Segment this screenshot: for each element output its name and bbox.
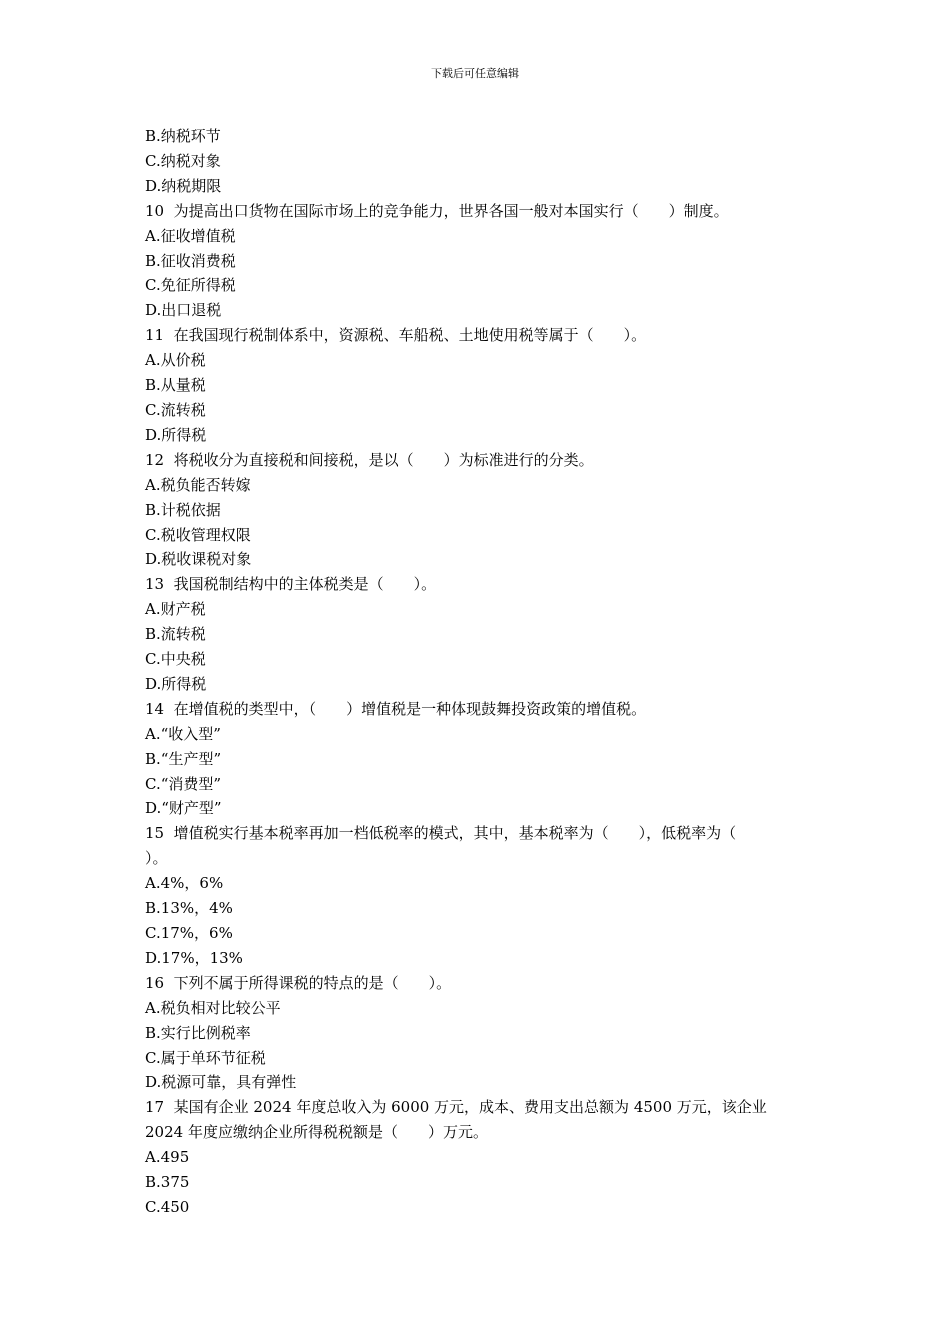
- option-line: C.属于单环节征税: [145, 1048, 266, 1067]
- option-line: B.纳税环节: [145, 127, 221, 145]
- option-line: D.所得税: [145, 674, 207, 693]
- question-17-continued: 2024 年度应缴纳企业所得税税额是（ ）万元。: [145, 1123, 488, 1142]
- option-line: B.从量税: [145, 376, 206, 395]
- option-line: A.“收入型”: [145, 724, 221, 743]
- option-line: C.450: [145, 1197, 190, 1216]
- option-line: D.税源可靠，具有弹性: [145, 1073, 297, 1092]
- option-line: B.实行比例税率: [145, 1023, 251, 1042]
- option-line: D.17%，13%: [145, 948, 243, 967]
- option-line: D.出口退税: [145, 301, 222, 320]
- option-line: D.所得税: [145, 425, 207, 444]
- option-line: C.免征所得税: [145, 276, 236, 295]
- page-header: 下载后可任意编辑: [431, 67, 519, 80]
- option-line: A.从价税: [145, 351, 206, 370]
- option-line: A.财产税: [145, 600, 206, 619]
- option-line: C.17%，6%: [145, 924, 233, 942]
- option-line: D.“财产型”: [145, 799, 222, 818]
- option-line: A.征收增值税: [145, 226, 236, 245]
- option-line: D.纳税期限: [145, 176, 222, 195]
- question-16: 16 下列不属于所得课税的特点的是（ ）。: [145, 973, 452, 992]
- option-line: A.4%，6%: [145, 874, 224, 893]
- question-11: 11 在我国现行税制体系中，资源税、车船税、土地使用税等属于（ ）。: [145, 326, 647, 345]
- option-line: D.税收课税对象: [145, 550, 252, 569]
- option-line: C.中央税: [145, 650, 206, 669]
- option-line: B.“生产型”: [145, 749, 222, 768]
- question-12: 12 将税收分为直接税和间接税，是以（ ）为标准进行的分类。: [145, 450, 594, 469]
- option-line: A.495: [145, 1148, 190, 1167]
- option-line: A.税负相对比较公平: [145, 998, 281, 1017]
- question-17: 17 某国有企业 2024 年度总收入为 6000 万元，成本、费用支出总额为 4500 万元，该企业: [145, 1098, 767, 1117]
- question-13: 13 我国税制结构中的主体税类是（ ）。: [145, 575, 437, 594]
- option-line: C.“消费型”: [145, 774, 222, 793]
- option-line: B.征收消费税: [145, 251, 236, 270]
- option-line: B.13%，4%: [145, 899, 233, 918]
- question-10: 10 为提高出口货物在国际市场上的竞争能力，世界各国一般对本国实行（ ）制度。: [145, 201, 729, 220]
- option-line: C.纳税对象: [145, 151, 221, 170]
- question-14: 14 在增值税的类型中，（ ）增值税是一种体现鼓舞投资政策的增值税。: [145, 699, 647, 718]
- question-15-continued: ）。: [145, 849, 168, 868]
- option-line: A.税负能否转嫁: [145, 475, 251, 494]
- question-15: 15 增值税实行基本税率再加一档低税率的模式，其中，基本税率为（ ），低税率为（: [145, 824, 737, 843]
- document-body: [145, 124, 811, 1220]
- option-line: B.流转税: [145, 625, 206, 644]
- option-line: B.计税依据: [145, 500, 221, 519]
- option-line: C.税收管理权限: [145, 525, 251, 544]
- option-line: B.375: [145, 1173, 190, 1192]
- option-line: C.流转税: [145, 400, 206, 419]
